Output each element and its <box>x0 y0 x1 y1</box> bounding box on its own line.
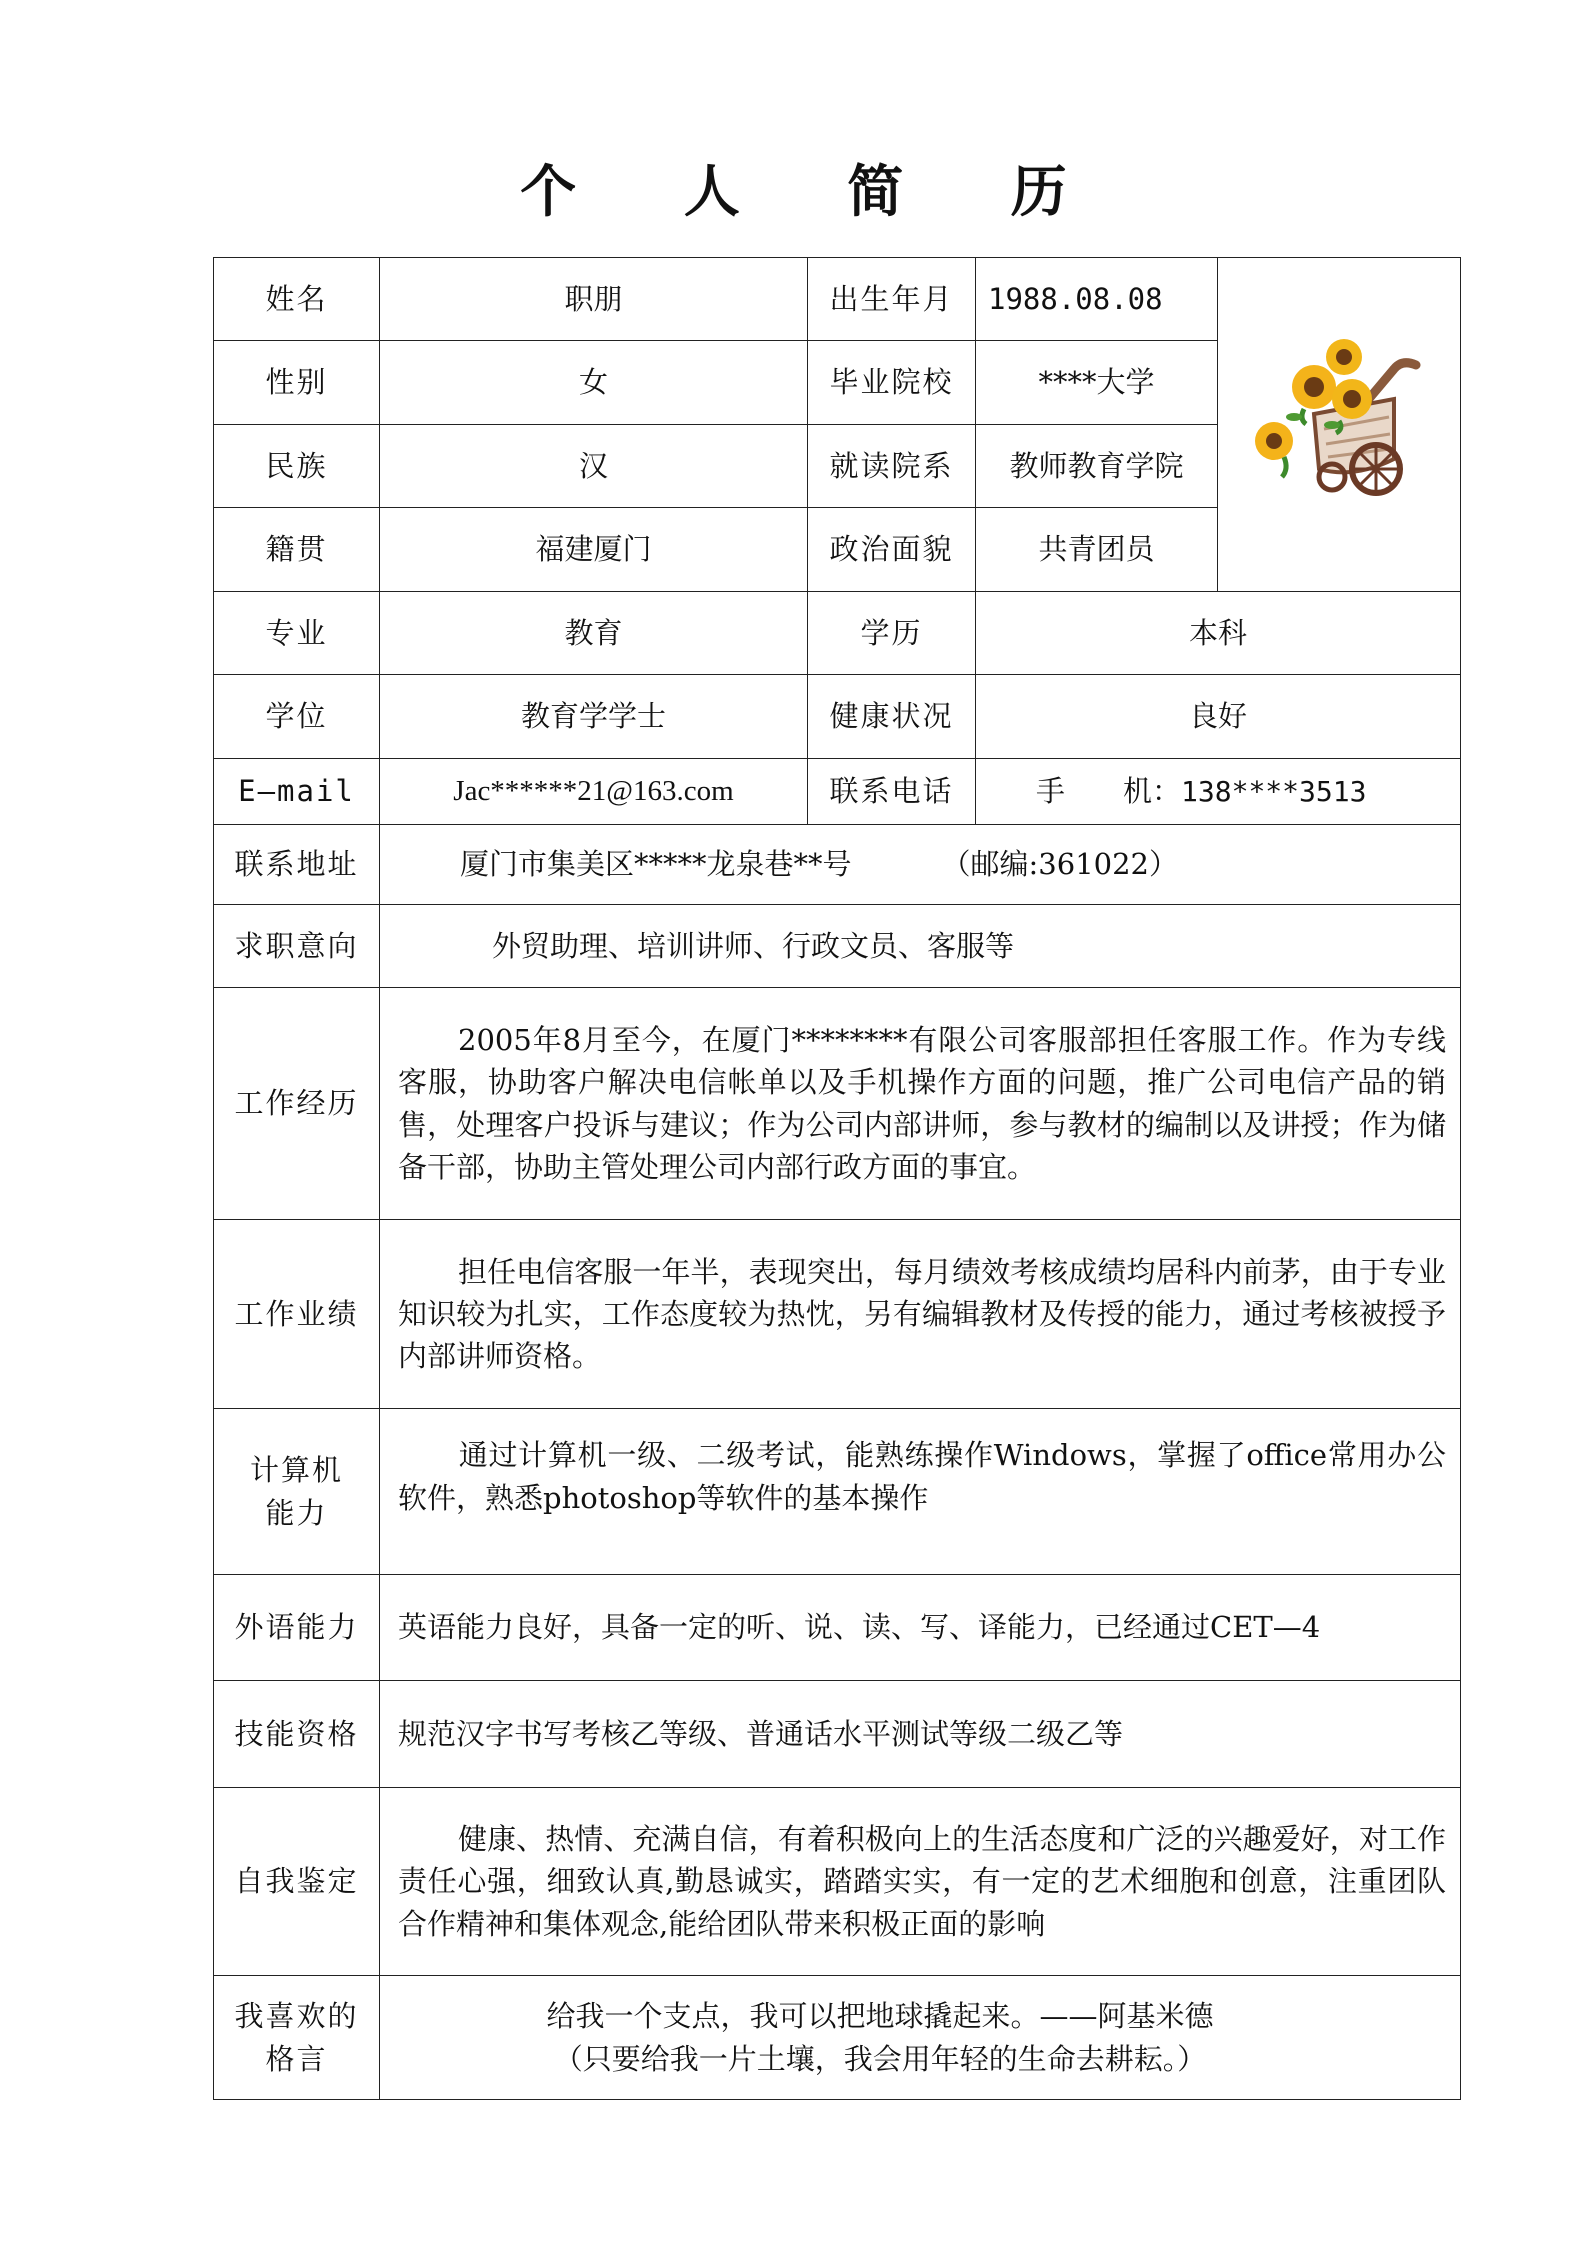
address-label: 联系地址 <box>214 825 380 905</box>
address-value: 厦门市集美区*****龙泉巷**号 <box>460 847 852 882</box>
education-value: 本科 <box>976 592 1461 675</box>
motto-label-line2: 格言 <box>265 2041 328 2076</box>
motto-cell <box>380 1976 1461 2100</box>
hometown-value: 福建厦门 <box>380 508 808 592</box>
self-evaluation-label: 自我鉴定 <box>214 1788 380 1976</box>
major-label: 专业 <box>214 592 380 675</box>
table-row <box>214 1220 1461 1409</box>
gender-label: 性别 <box>214 341 380 425</box>
table-row <box>214 592 1461 675</box>
degree-label: 学位 <box>214 675 380 759</box>
table-row <box>214 825 1461 905</box>
table-row <box>214 675 1461 759</box>
page-title: 个 人 简 历 <box>520 159 1111 225</box>
computer-label-line1: 计算机 <box>249 1453 343 1488</box>
experience-cell <box>380 988 1461 1220</box>
major-value: 教育 <box>380 592 808 675</box>
table-row <box>214 1788 1461 1976</box>
table-row <box>214 1681 1461 1788</box>
email-value: Jac******21@163.com <box>380 759 808 825</box>
school-value: ****大学 <box>976 341 1218 425</box>
intent-label: 求职意向 <box>214 905 380 988</box>
photo-cell <box>1218 258 1461 592</box>
mobile-value: 138****3513 <box>1181 775 1367 809</box>
table-row <box>214 905 1461 988</box>
mobile-label: 手 机： <box>1036 774 1182 809</box>
gender-value: 女 <box>380 341 808 425</box>
table-row <box>214 1409 1461 1575</box>
achievement-label: 工作业绩 <box>214 1220 380 1409</box>
degree-value: 教育学学士 <box>380 675 808 759</box>
phone-cell <box>976 759 1461 825</box>
address-cell <box>380 825 1461 905</box>
birth-value: 1988.08.08 <box>976 258 1218 341</box>
education-label: 学历 <box>808 592 976 675</box>
self-evaluation-value: 健康、热情、充满自信，有着积极向上的生活态度和广泛的兴趣爱好，对工作责任心强，细致认真,勤恳诚实，踏踏实实，有一定的艺术细胞和创意，注重团队合作精神和集体观念,能给团队带来积极正面的影响 <box>398 1822 1446 1941</box>
ethnicity-value: 汉 <box>380 425 808 508</box>
department-label: 就读院系 <box>808 425 976 508</box>
computer-label-line2: 能力 <box>265 1495 328 1530</box>
zipcode-value: （邮编:361022） <box>941 847 1178 882</box>
department-value: 教师教育学院 <box>976 425 1218 508</box>
motto-line1: 给我一个支点，我可以把地球撬起来。——阿基米德 <box>546 1999 1214 2034</box>
motto-label <box>214 1976 380 2100</box>
name-value: 职朋 <box>380 258 808 341</box>
table-row <box>214 1976 1461 2100</box>
sunflower-cart-icon <box>1244 329 1434 509</box>
table-row <box>214 759 1461 825</box>
ethnicity-label: 民族 <box>214 425 380 508</box>
self-evaluation-cell <box>380 1788 1461 1976</box>
political-label: 政治面貌 <box>808 508 976 592</box>
experience-label: 工作经历 <box>214 988 380 1220</box>
birth-label: 出生年月 <box>808 258 976 341</box>
political-value: 共青团员 <box>976 508 1218 592</box>
experience-value: 2005年8月至今，在厦门********有限公司客服部担任客服工作。作为专线客服，协助客户解决电信帐单以及手机操作方面的问题，推广公司电信产品的销售，处理客户投诉与建议；作为公司内部讲师，参与教材的编制以及讲授；作为储备干部，协助主管处理公司内部行政方面的事宜。 <box>398 1023 1446 1184</box>
hometown-label: 籍贯 <box>214 508 380 592</box>
health-label: 健康状况 <box>808 675 976 759</box>
table-row <box>214 988 1461 1220</box>
motto-label-line1: 我喜欢的 <box>234 1999 359 2034</box>
motto-line2: （只要给我一片土壤，我会用年轻的生命去耕耘。） <box>553 2041 1207 2076</box>
health-value: 良好 <box>976 675 1461 759</box>
computer-value: 通过计算机一级、二级考试，能熟练操作Windows，掌握了office常用办公软件，熟悉photoshop等软件的基本操作 <box>398 1438 1446 1515</box>
school-label: 毕业院校 <box>808 341 976 425</box>
table-row <box>214 1575 1461 1681</box>
computer-cell <box>380 1409 1461 1575</box>
achievement-value: 担任电信客服一年半，表现突出，每月绩效考核成绩均居科内前茅，由于专业知识较为扎实，工作态度较为热忱，另有编辑教材及传授的能力，通过考核被授予内部讲师资格。 <box>398 1254 1446 1374</box>
resume-table <box>213 257 1461 2100</box>
table-row <box>214 258 1461 341</box>
email-label: E—mail <box>214 759 380 825</box>
computer-label <box>214 1409 380 1575</box>
achievement-cell <box>380 1220 1461 1409</box>
skills-label: 技能资格 <box>214 1681 380 1788</box>
intent-value: 外贸助理、培训讲师、行政文员、客服等 <box>380 905 1461 988</box>
contact-phone-label: 联系电话 <box>808 759 976 825</box>
name-label: 姓名 <box>214 258 380 341</box>
language-value: 英语能力良好，具备一定的听、说、读、写、译能力，已经通过CET—4 <box>380 1575 1461 1681</box>
language-label: 外语能力 <box>214 1575 380 1681</box>
skills-value: 规范汉字书写考核乙等级、普通话水平测试等级二级乙等 <box>380 1681 1461 1788</box>
